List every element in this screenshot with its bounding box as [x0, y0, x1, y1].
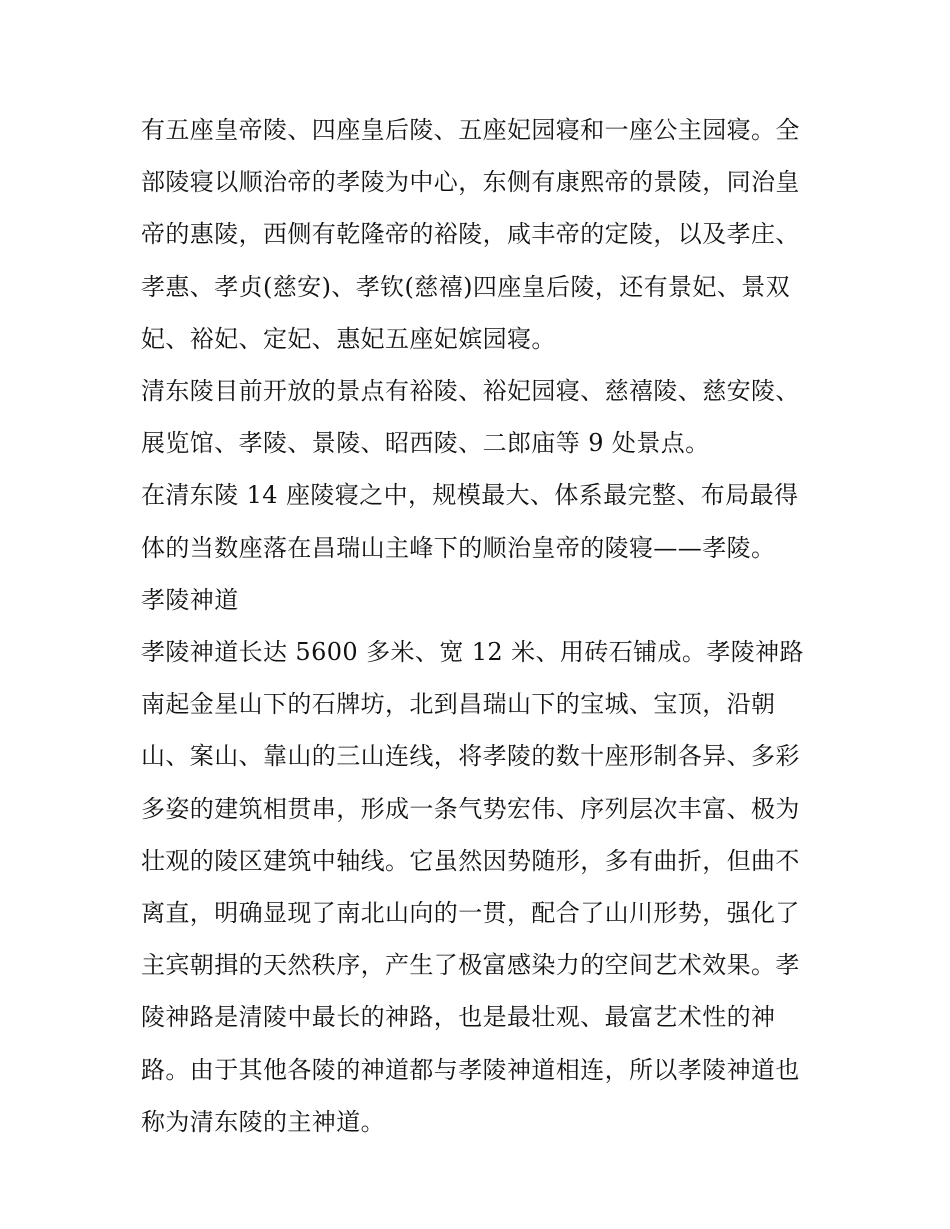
- section-heading: 孝陵神道: [141, 585, 239, 614]
- paragraph-intro-continued: 有五座皇帝陵、四座皇后陵、五座妃园寝和一座公主园寝。全部陵寝以顺治帝的孝陵为中心，东侧有康熙帝的景陵，同治皇帝的惠陵，西侧有乾隆帝的裕陵，咸丰帝的定陵，以及孝庄、孝惠、孝贞(慈安)、孝钦(慈禧)四座皇后陵，还有景妃、景双妃、裕妃、定妃、惠妃五座妃嫔园寝。: [141, 116, 800, 353]
- document-body: [141, 104, 813, 1148]
- paragraph-shendao-body: 孝陵神道长达 5600 多米、宽 12 米、用砖石铺成。孝陵神路南起金星山下的石牌坊，北到昌瑞山下的宝城、宝顶，沿朝山、案山、靠山的三山连线，将孝陵的数十座形制各异、多彩多姿的建筑相贯串，形成一条气势宏伟、序列层次丰富、极为壮观的陵区建筑中轴线。它虽然因势随形，多有曲折，但曲不离直，明确显现了南北山向的一贯，配合了山川形势，强化了主宾朝揖的天然秩序，产生了极富感染力的空间艺术效果。孝陵神路是清陵中最长的神路，也是最壮观、最富艺术性的神路。由于其他各陵的神道都与孝陵神道相连，所以孝陵神道也称为清东陵的主神道。: [141, 638, 804, 1136]
- paragraph-open-sites: 清东陵目前开放的景点有裕陵、裕妃园寝、慈禧陵、慈安陵、展览馆、孝陵、景陵、昭西陵、二郎庙等 9 处景点。: [141, 377, 800, 458]
- paragraph-xiaoling-intro: 在清东陵 14 座陵寝之中，规模最大、体系最完整、布局最得体的当数座落在昌瑞山主峰下的顺治皇帝的陵寝——孝陵。: [141, 481, 799, 562]
